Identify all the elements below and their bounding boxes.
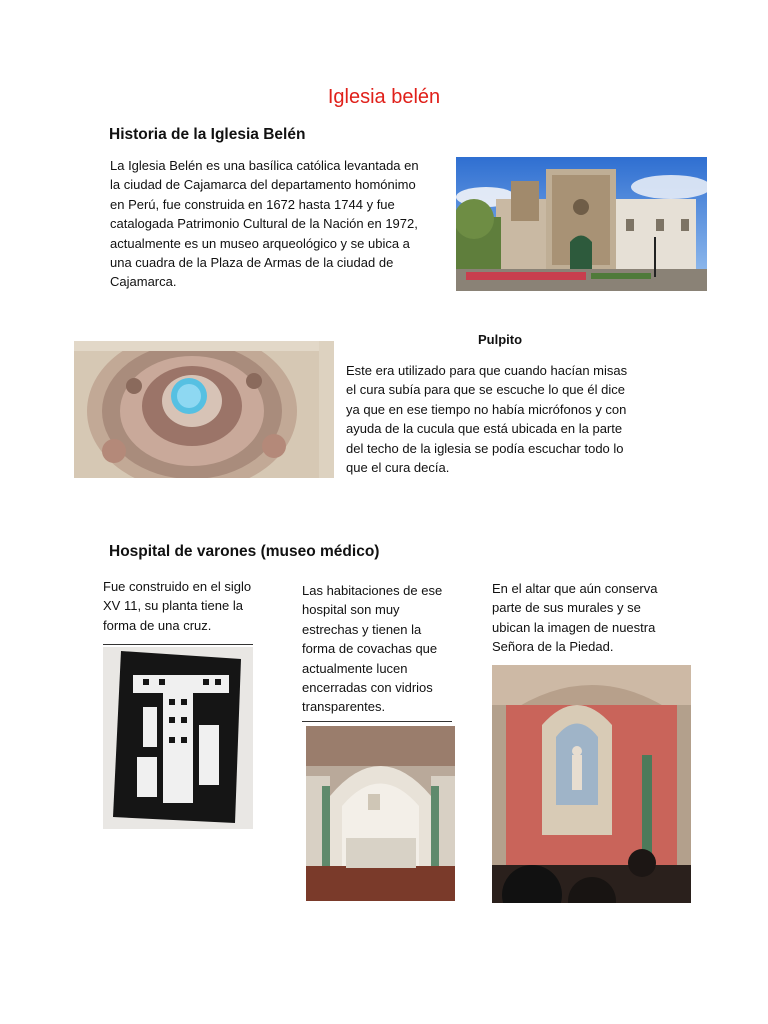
pulpito-line: Este era utilizado para que cuando hacían misas xyxy=(346,363,628,378)
divider xyxy=(103,644,253,645)
hospital-col1-text xyxy=(103,577,283,635)
col3-line: Señora de la Piedad. xyxy=(492,639,614,655)
history-line: catalogada Patrimonio Cultural de la Nación en 1972, xyxy=(110,216,418,232)
pulpito-line: el cura subía para que se escuche lo que él dice xyxy=(346,382,625,398)
hospital-heading: Hospital de varones (museo médico) xyxy=(109,543,380,560)
history-line: actualmente es un museo arqueológico y se ubica a xyxy=(110,235,410,251)
col3-line: En el altar que aún conserva xyxy=(492,581,658,596)
hall-interior-photo xyxy=(306,726,455,901)
divider xyxy=(302,721,452,722)
col2-line: Las habitaciones de ese xyxy=(302,583,443,598)
hospital-col3-text xyxy=(492,579,702,657)
col2-line: encerradas con vidrios xyxy=(302,680,433,696)
history-line: La Iglesia Belén es una basílica católica levantada en xyxy=(110,158,419,173)
col3-line: parte de sus murales y se xyxy=(492,600,641,616)
col3-line: ubican la imagen de nuestra xyxy=(492,619,656,635)
pulpito-line: que el cura decía. xyxy=(346,460,450,476)
history-heading: Historia de la Iglesia Belén xyxy=(109,126,306,143)
hospital-col2-text xyxy=(302,581,482,717)
col2-line: estrechas y tienen la xyxy=(302,621,422,637)
dome-ceiling-photo xyxy=(74,341,334,478)
col1-line: Fue construido en el siglo xyxy=(103,579,252,594)
pulpito-line: del techo de la iglesia se podía escuchar todo lo xyxy=(346,440,624,456)
col1-line: XV 11, su planta tiene la xyxy=(103,598,243,614)
history-line: una cuadra de la Plaza de Armas de la ciudad de xyxy=(110,255,394,271)
history-paragraph xyxy=(110,156,450,292)
church-facade-photo xyxy=(456,157,707,291)
floor-plan-photo xyxy=(103,647,253,829)
history-line: la ciudad de Cajamarca del departamento homónimo xyxy=(110,177,416,193)
col2-line: actualmente lucen xyxy=(302,660,408,676)
col1-line: forma de una cruz. xyxy=(103,617,212,633)
page-title: Iglesia belén xyxy=(327,86,441,108)
col2-line: transparentes. xyxy=(302,699,386,715)
pulpito-paragraph xyxy=(346,361,676,477)
pulpito-line: ayuda de la cucula que está ubicada en la parte xyxy=(346,421,623,437)
pulpito-line: ya que en ese tiempo no había micrófonos y con xyxy=(346,401,627,417)
history-line: Cajamarca. xyxy=(110,274,177,290)
col2-line: forma de covachas que xyxy=(302,641,438,657)
col2-line: hospital son muy xyxy=(302,602,400,618)
altar-mural-photo xyxy=(492,665,691,903)
history-line: en Perú, fue construida en 1672 hasta 1744 y fue xyxy=(110,196,395,212)
pulpito-caption: Pulpito xyxy=(478,332,523,347)
